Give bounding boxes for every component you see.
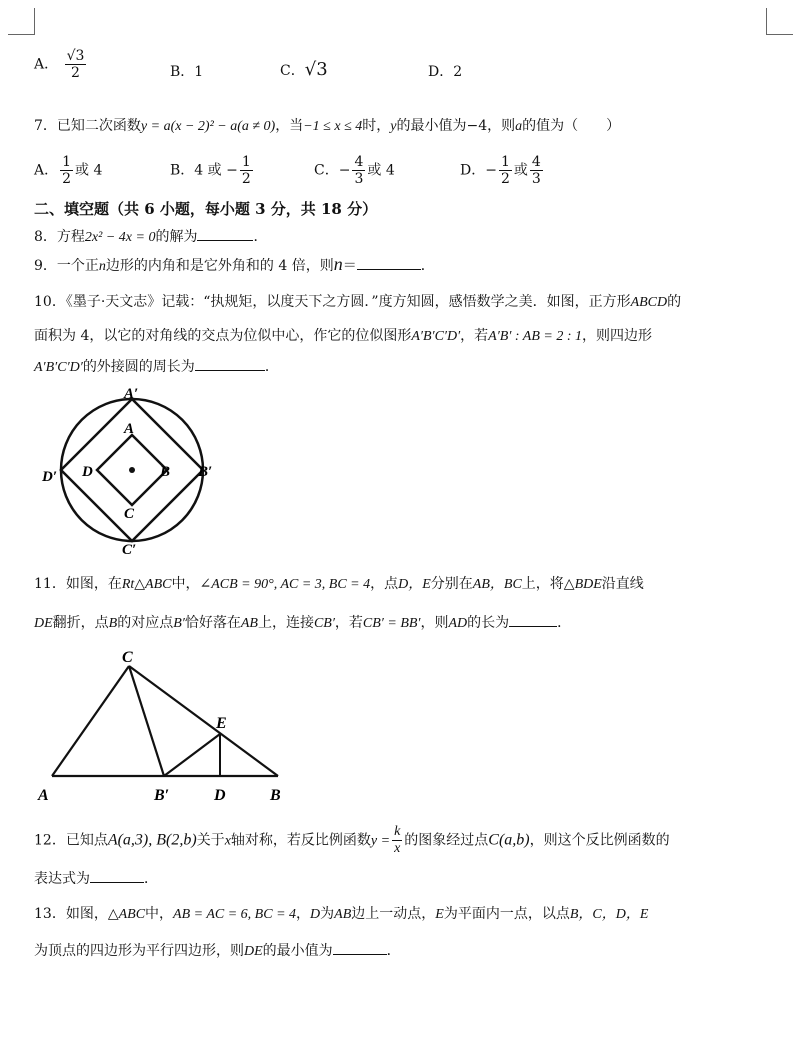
label-a: A [124,421,135,437]
q6-option-a: A． $\frac{√3}{2}$ [34,48,85,81]
figure-q10-circle-squares [40,382,230,558]
q6-option-b: B．1 [170,64,204,80]
label-d-prime: D′ [42,469,58,485]
label-b: B [270,787,281,804]
segment-b-prime-e [164,734,220,776]
label-b: B [160,464,171,480]
page-corner-mark-left [8,8,35,35]
q10-line-1: 10．《墨子·天文志》记载：“执规矩，以度天下之方圆．”度方知圆，感悟数学之美．如图，正方形ABCD的 [34,294,682,310]
label-d: D [214,787,226,804]
answer-blank [333,940,387,955]
label-c: C [122,649,133,666]
q7-option-c: C．− $\frac{4}{3}$ 或 4 [314,154,395,187]
label-a-prime: A′ [124,386,139,402]
figure-q11-triangle [34,646,294,806]
label-d: D [82,464,93,480]
answer-blank [90,868,144,883]
label-b-prime: B′ [154,787,170,804]
q7-stem: 7．已知二次函数y = a(x − 2)² − a(a ≠ 0)，当−1 ≤ x ≤ 4时，y的最小值为−4，则a的值为（ ） [34,118,621,134]
label-e: E [216,715,227,732]
label-a: A [38,787,49,804]
label-c: C [124,506,135,522]
page-corner-mark-right [766,8,793,35]
answer-blank [357,255,421,270]
q10-line-2: 面积为 4，以它的对角线的交点为位似中心，作它的位似图形A′B′C′D′，若A′B′ : AB = 2 : 1，则四边形 [34,328,653,344]
answer-blank [509,612,557,627]
segment-cb-prime [129,666,164,776]
q7-option-b: B．4 或 − $\frac{1}{2}$ [170,154,251,187]
segment-cb [129,666,278,776]
q12-line-1: 12．已知点A(a,3), B(2,b)关于x轴对称，若反比例函数y = $\frac{k}{x}$ 的图象经过点C(a,b)，则这个反比例函数的 [34,824,670,856]
label-b-prime: B′ [198,464,213,480]
q13-line-2: 为顶点的四边形为平行四边形，则DE的最小值为 ． [34,940,401,962]
q11-line-2: DE翻折，点B的对应点B′恰好落在AB上，连接CB′，若CB′ = BB′，则AD的长为 ． [34,612,571,634]
center-point [129,467,135,473]
q7-option-d: D．− $\frac{1}{2}$ 或 $\frac{4}{3}$ [460,154,541,187]
answer-blank [197,226,253,241]
q10-line-3: A′B′C′D′的外接圆的周长为 ． [34,356,279,378]
q7-option-a: A． $\frac{1}{2}$ 或 4 [34,154,103,187]
q11-line-1: 11．如图，在Rt△ABC中，∠ACB = 90°, AC = 3, BC = 4，点D，E分别在AB，BC上，将△BDE沿直线 [34,576,644,592]
q6-option-d: D．2 [428,64,463,80]
q8: 8．方程2x² − 4x = 0的解为 ． [34,226,267,248]
section-title: 二、填空题（共 6 小题，每小题 3 分，共 18 分） [34,200,378,218]
q9: 9．一个正n边形的内角和是它外角和的 4 倍，则n＝ ． [34,254,435,274]
q13-line-1: 13．如图，△ABC中，AB = AC = 6, BC = 4，D为AB边上一动点，E为平面内一点，以点B，C，D，E [34,906,649,922]
q6-option-c: C．√3 [280,59,328,80]
q12-line-2: 表达式为 ． [34,868,158,889]
answer-blank [195,356,265,371]
label-c-prime: C′ [122,542,137,558]
segment-ac [52,666,129,776]
